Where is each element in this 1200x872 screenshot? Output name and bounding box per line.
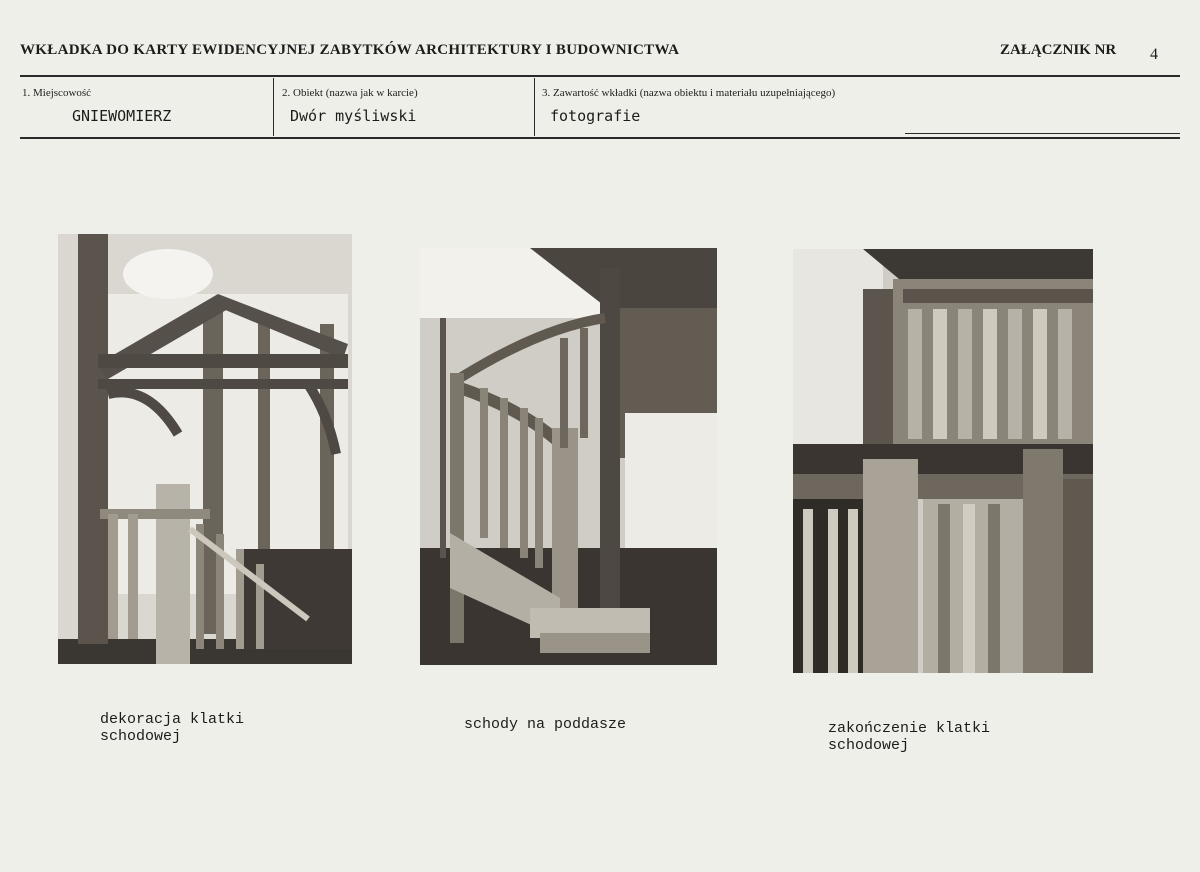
field-value-locality: GNIEWOMIERZ (72, 107, 172, 125)
photo-staircase-ending (793, 249, 1093, 673)
caption-photo-1: dekoracja klatki schodowej (100, 711, 245, 745)
field-label-object: 2. Obiekt (nazwa jak w karcie) (282, 87, 418, 99)
field-value-contents: fotografie (550, 107, 641, 125)
photo-staircase-decoration (58, 234, 352, 664)
field-underline (905, 133, 1180, 134)
sheet-title: WKŁADKA DO KARTY EWIDENCYJNEJ ZABYTKÓW ARCHITEKTURY I BUDOWNICTWA (20, 42, 680, 58)
header-rule-bottom (20, 137, 1180, 139)
caption-photo-2: schody na poddasze (464, 716, 627, 733)
caption-photo-3: zakończenie klatki schodowej (828, 720, 991, 754)
header-rule-top (20, 75, 1180, 77)
field-label-locality: 1. Miejscowość (22, 87, 92, 99)
field-divider-1 (273, 78, 274, 136)
annex-number: 4 (1150, 46, 1158, 63)
annex-label: ZAŁĄCZNIK NR (1000, 42, 1117, 58)
field-label-contents: 3. Zawartość wkładki (nazwa obiektu i materiału uzupełniającego) (542, 87, 836, 99)
field-value-object: Dwór myśliwski (290, 107, 417, 125)
photo-attic-stairs (420, 248, 717, 665)
field-divider-2 (534, 78, 535, 136)
